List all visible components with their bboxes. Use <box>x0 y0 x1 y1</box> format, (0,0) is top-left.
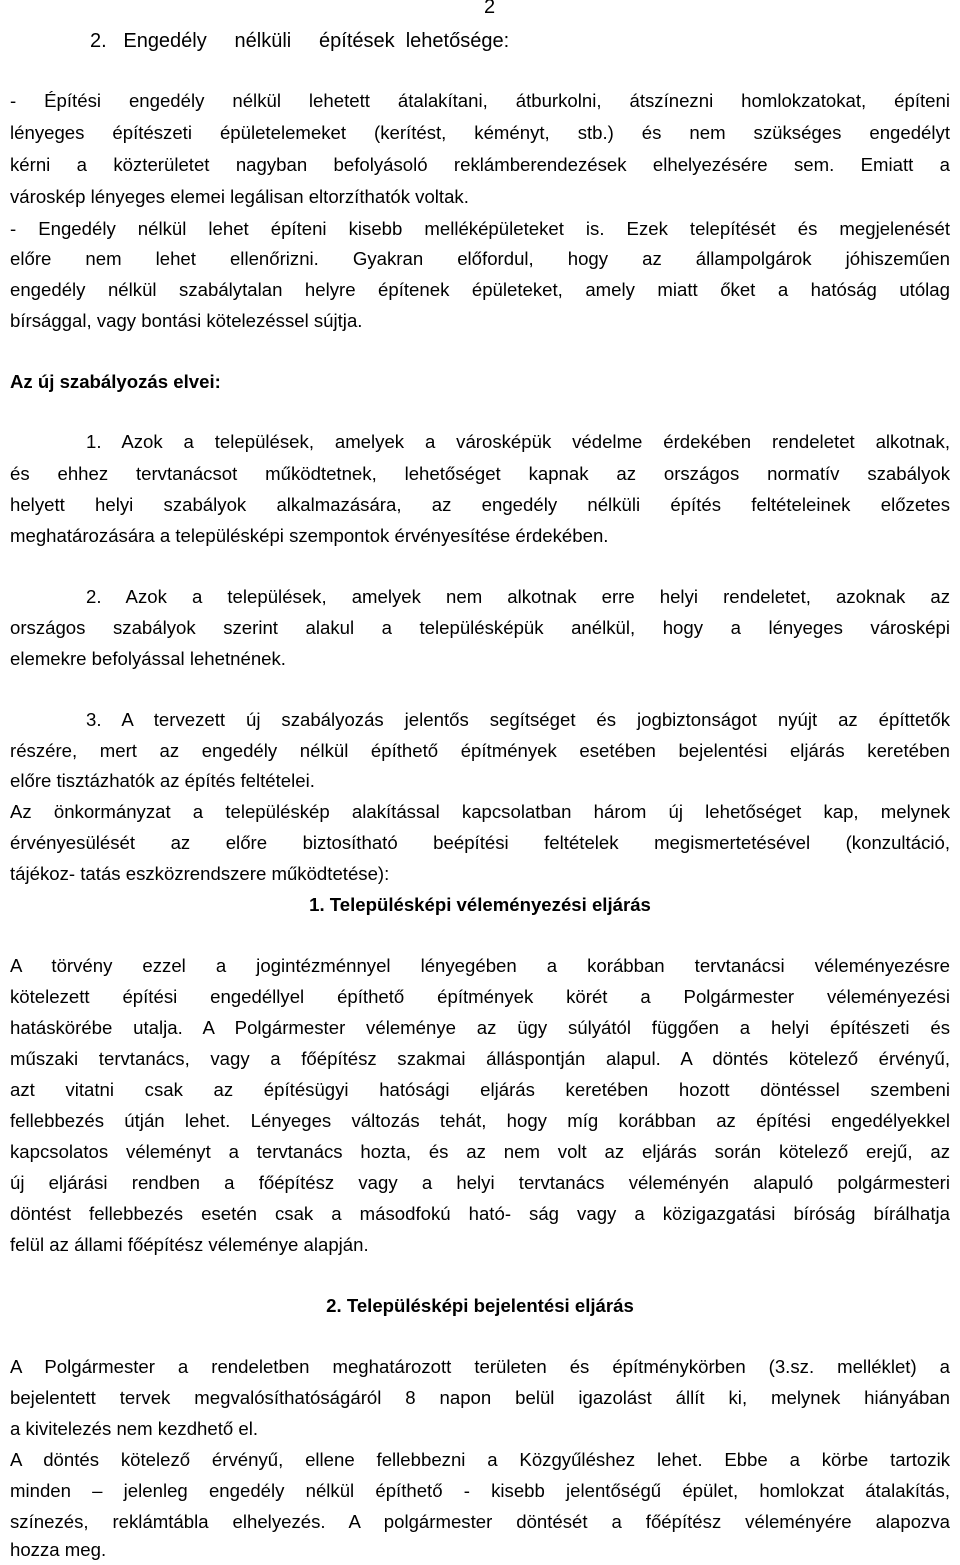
paragraph-line: színezés, reklámtábla elhelyezés. A polgármester döntését a főépítész véleményére alapozva <box>10 1511 950 1532</box>
paragraph-line: részére, mert az engedély nélkül építhető építmények esetében bejelentési eljárás keretében <box>10 740 950 761</box>
paragraph-line: új eljárási rendben a főépítész vagy a helyi tervtanács véleményén alapuló polgármesteri <box>10 1172 950 1193</box>
paragraph-line: felül az állami főépítész véleménye alapján. <box>10 1234 369 1255</box>
paragraph-line: műszaki tervtanács, vagy a főépítész szakmai álláspontján alapul. A döntés kötelező érvényű, <box>10 1048 950 1069</box>
paragraph-line: érvényesülését az előre biztosítható beépítési feltételek megismertetésével (konzultáció, <box>10 832 950 853</box>
paragraph-line: kérni a közterületet nagyban befolyásoló reklámberendezések elhelyezésére sem. Emiatt a <box>10 154 950 175</box>
paragraph-line: országos szabályok szerint alakul a településképük anélkül, hogy a lényeges városképi <box>10 617 950 638</box>
paragraph-line: városkép lényeges elemei legálisan eltorzíthatók voltak. <box>10 186 469 207</box>
paragraph-line: hozza meg. <box>10 1539 107 1560</box>
paragraph-line: kapcsolatos véleményt a tervtanács hozta, és az nem volt az eljárás során kötelező erejű, az <box>10 1141 950 1162</box>
paragraph-line: A törvény ezzel a jogintézménnyel lényegében a korábban tervtanácsi véleményezésre <box>10 955 950 976</box>
paragraph-line: minden – jelenleg engedély nélkül építhető - kisebb jelentőségű épület, homlokzat átalakítás, <box>10 1480 950 1501</box>
paragraph-line: helyett helyi szabályok alkalmazására, az engedély nélküli építés feltételeinek előzetes <box>10 494 950 515</box>
paragraph-line: engedély nélkül szabálytalan helyre építenek épületeket, amely miatt őket a hatóság utólag <box>10 279 950 300</box>
subheading: Az új szabályozás elvei: <box>10 371 221 392</box>
paragraph-line: 2. Azok a települések, amelyek nem alkotnak erre helyi rendeletet, azoknak az <box>86 586 950 607</box>
page-number: 2 <box>484 0 496 18</box>
paragraph-line: hatáskörébe utalja. A Polgármester véleménye az ügy súlyától függően a helyi építészeti és <box>10 1017 950 1038</box>
paragraph-line: azt vitatni csak az építésügyi hatósági eljárás keretében hozott döntéssel szembeni <box>10 1079 950 1100</box>
paragraph-line: a kivitelezés nem kezdhető el. <box>10 1418 259 1439</box>
paragraph-line: A Polgármester a rendeletben meghatározott területen és építménykörben (3.sz. melléklet) a <box>10 1356 950 1377</box>
paragraph-line: előre nem lehet ellenőrizni. Gyakran előfordul, hogy az állampolgárok jóhiszeműen <box>10 248 950 269</box>
paragraph-line: bírsággal, vagy bontási kötelezéssel sújtja. <box>10 310 363 331</box>
paragraph-line: 1. Azok a települések, amelyek a városképük védelme érdekében rendeletet alkotnak, <box>86 431 950 452</box>
paragraph-line: meghatározására a településképi szempontok érvényesítése érdekében. <box>10 525 609 546</box>
paragraph-line: Az önkormányzat a településkép alakítással kapcsolatban három új lehetőséget kap, melynek <box>10 801 950 822</box>
subsection-title: 1. Településképi véleményezési eljárás <box>309 894 651 915</box>
paragraph-line: bejelentett tervek megvalósíthatóságáról 8 napon belül igazolást állít ki, melynek hiányában <box>10 1387 950 1408</box>
paragraph-line: - Építési engedély nélkül lehetett átalakítani, átburkolni, átszínezni homlokzatokat, építeni <box>10 90 950 111</box>
paragraph-line: és ehhez tervtanácsot működtetnek, lehetőséget kapnak az országos normatív szabályok <box>10 463 950 484</box>
paragraph-line: 3. A tervezett új szabályozás jelentős segítséget és jogbiztonságot nyújt az építtetők <box>86 709 950 730</box>
paragraph-line: döntést fellebbezés esetén csak a másodfokú ható- ság vagy a közigazgatási bíróság bírálhatja <box>10 1203 950 1224</box>
paragraph-line: - Engedély nélkül lehet építeni kisebb melléképületeket is. Ezek telepítését és megjelenését <box>10 218 950 239</box>
paragraph-line: lényeges építészeti épületelemeket (kerítést, kéményt, stb.) és nem szükséges engedélyt <box>10 122 950 143</box>
paragraph-line: kötelezett építési engedéllyel építhető építmények körét a Polgármester véleményezési <box>10 986 950 1007</box>
paragraph-line: fellebbezés útján lehet. Lényeges változás tehát, hogy míg korábban az építési engedélyekkel <box>10 1110 950 1131</box>
paragraph-line: előre tisztázhatók az építés feltételei. <box>10 770 315 791</box>
paragraph-line: elemekre befolyással lehetnének. <box>10 648 286 669</box>
subsection-title: 2. Településképi bejelentési eljárás <box>326 1295 634 1316</box>
paragraph-line: tájékoz- tatás eszközrendszere működtetése): <box>10 863 390 884</box>
paragraph-line: A döntés kötelező érvényű, ellene fellebbezni a Közgyűléshez lehet. Ebbe a körbe tartozik <box>10 1449 950 1470</box>
section-heading: 2. Engedély nélküli építések lehetősége: <box>90 30 510 52</box>
